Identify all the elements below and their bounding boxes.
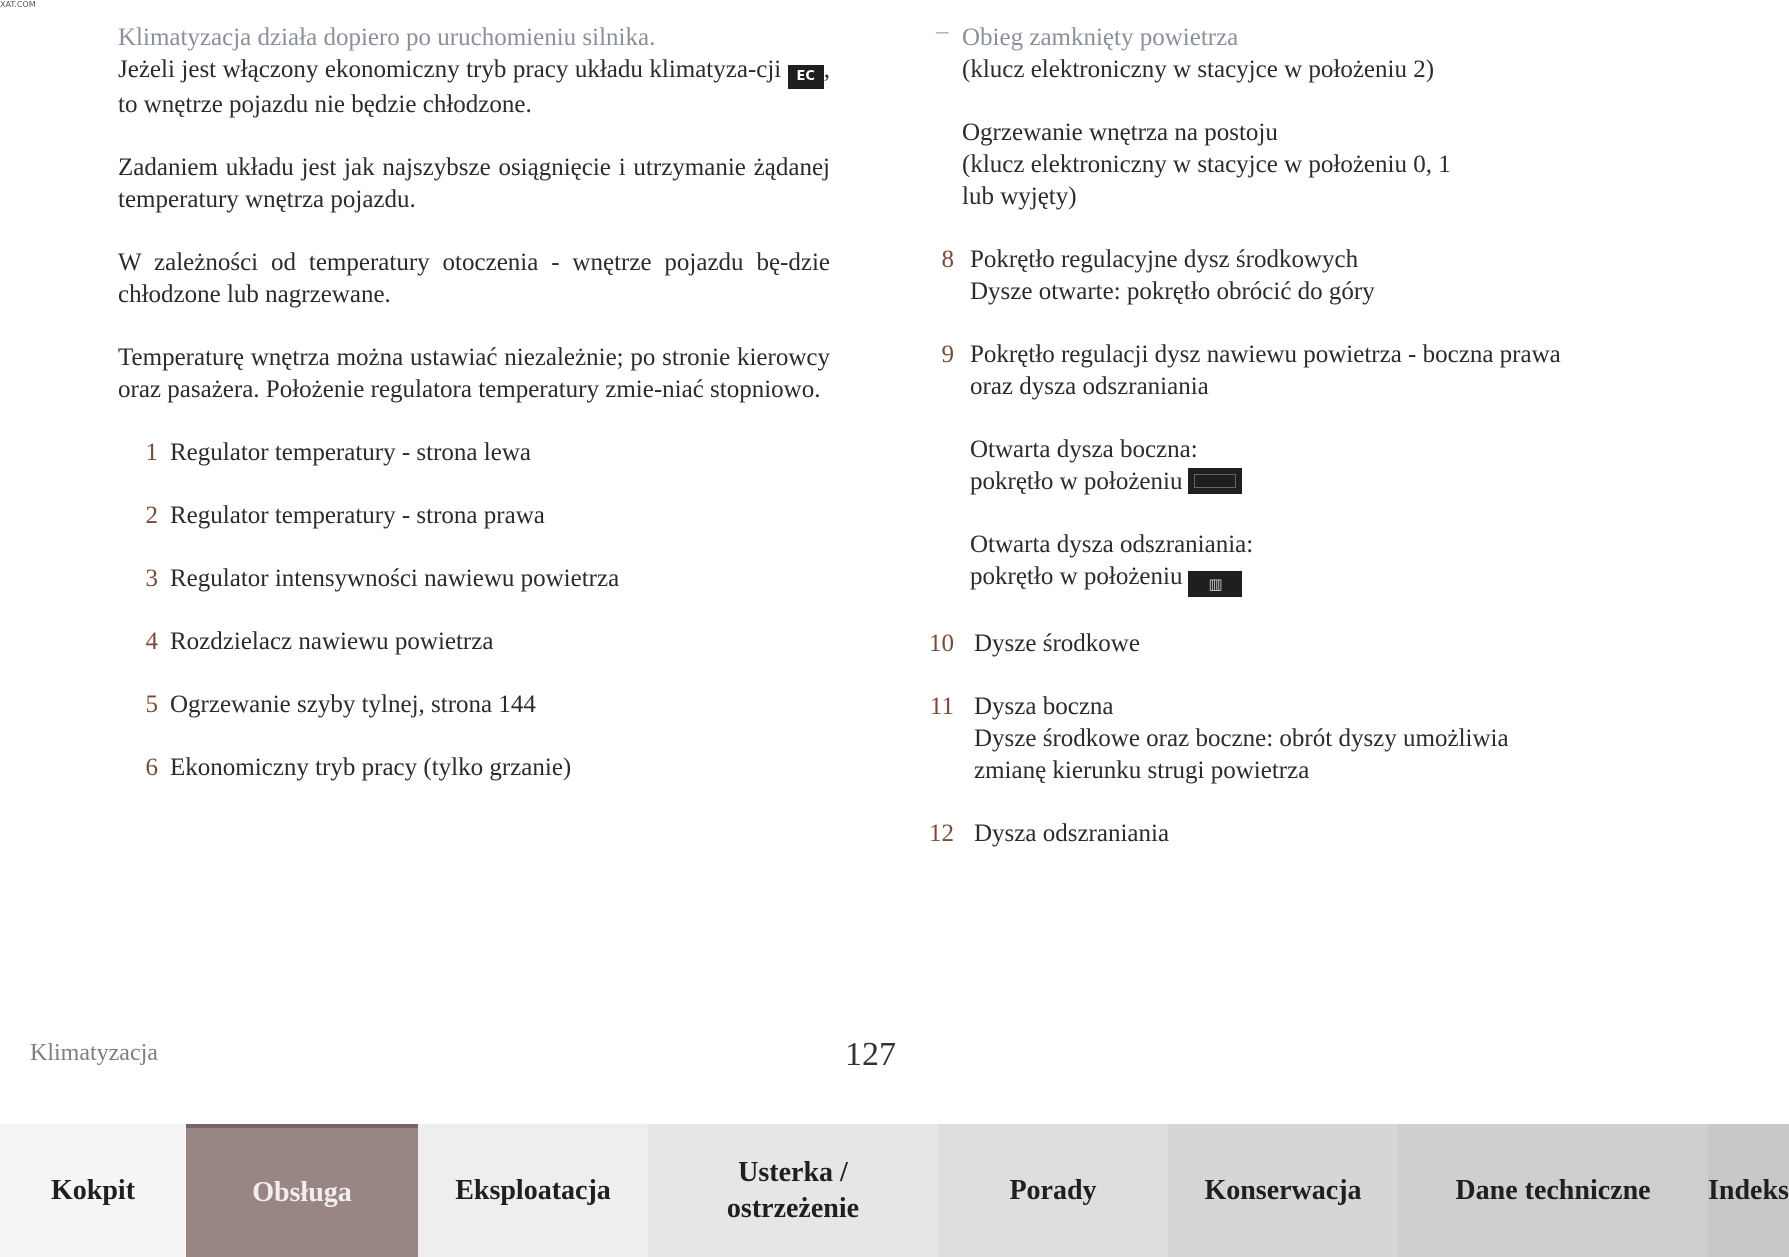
left-column [118, 22, 830, 815]
list-item: 6 Ekonomiczny tryb pracy (tylko grzanie) [145, 754, 572, 781]
paragraph-temperature: Temperaturę wnętrza można ustawiać niezależnie; po stronie kierowcy oraz pasażera. Położenie regulatora temperatury zmie-niać stopniowo. [118, 344, 830, 403]
bullet-icon: – [936, 18, 949, 45]
tab-usterka[interactable]: Usterka / ostrzeżenie [648, 1124, 938, 1257]
section-title: Klimatyzacja [30, 1040, 158, 1066]
faded-intro: Klimatyzacja działa dopiero po uruchomieniu silnika. [118, 24, 656, 51]
list-item: 5 Ogrzewanie szyby tylnej, strona 144 [145, 691, 536, 718]
section-tabs [0, 1124, 1789, 1257]
eco-text-2: , to wnętrze pojazdu nie będzie chłodzone. [118, 56, 831, 118]
recirculation-sub: (klucz elektroniczny w stacyjce w położeniu 2) [962, 56, 1435, 83]
list-item: 12 Dysza odszraniania [929, 820, 1170, 847]
list-item: 3 Regulator intensywności nawiewu powietrza [145, 565, 620, 592]
eco-text-1: Jeżeli jest włączony ekonomiczny tryb pracy układu klimatyza-cji [118, 56, 782, 83]
watermark: XAT.COM [0, 0, 36, 9]
controls-list-left [118, 437, 830, 784]
side-vent-block: Otwarta dysza boczna: pokrętło w położeniu [970, 434, 1712, 498]
side-vent-position-icon [1188, 468, 1242, 494]
parking-heat-sub1: (klucz elektroniczny w stacyjce w położeniu 0, 1 [962, 151, 1451, 178]
tab-konserwacja[interactable]: Konserwacja [1168, 1124, 1398, 1257]
tab-dane-techniczne[interactable]: Dane techniczne [1398, 1124, 1708, 1257]
list-item: 9 Pokrętło regulacji dysz nawiewu powietrza - boczna prawa oraz dysza odszraniania Otwarta dysza boczna: pokrętło w położeniu Otwarta dysza odszraniania: pokrętło w położeniu ▥ [936, 339, 1712, 597]
list-item: 11 Dysza boczna Dysze środkowe oraz boczne: obrót dyszy umożliwia zmianę kierunku strugi powietrza [929, 693, 1509, 784]
controls-list-right [929, 244, 1712, 850]
tab-porady[interactable]: Porady [938, 1124, 1168, 1257]
tab-kokpit[interactable]: Kokpit [0, 1124, 186, 1257]
list-item: 2 Regulator temperatury - strona prawa [145, 502, 545, 529]
list-item: 8 Pokrętło regulacyjne dysz środkowych Dysze otwarte: pokrętło obrócić do góry [941, 246, 1375, 305]
defrost-position-icon: ▥ [1188, 571, 1242, 597]
recirculation-block [932, 18, 1712, 86]
page-number: 127 [845, 1036, 896, 1073]
parking-heat-block [932, 117, 1712, 213]
list-item: 4 Rozdzielacz nawiewu powietrza [145, 628, 494, 655]
list-item: 1 Regulator temperatury - strona lewa [145, 439, 531, 466]
tab-eksploatacja[interactable]: Eksploatacja [418, 1124, 648, 1257]
tab-indeks[interactable]: Indeks [1708, 1124, 1789, 1257]
eco-key-icon: EC [788, 65, 824, 89]
recirculation-title: Obieg zamknięty powietrza [962, 24, 1239, 51]
defrost-vent-block: Otwarta dysza odszraniania: pokrętło w położeniu ▥ [970, 529, 1712, 597]
right-column [929, 18, 1712, 881]
parking-heat-title: Ogrzewanie wnętrza na postoju [962, 119, 1278, 146]
paragraph-ambient: W zależności od temperatury otoczenia - wnętrze pojazdu bę-dzie chłodzone lub nagrzewane. [118, 249, 830, 308]
tab-obsluga[interactable]: Obsługa [186, 1124, 418, 1257]
eco-paragraph [118, 54, 830, 121]
list-item: 10 Dysze środkowe [929, 630, 1140, 657]
parking-heat-sub2: lub wyjęty) [962, 183, 1077, 210]
paragraph-goal: Zadaniem układu jest jak najszybsze osiągnięcie i utrzymanie żądanej temperatury wnętrza pojazdu. [118, 154, 830, 213]
